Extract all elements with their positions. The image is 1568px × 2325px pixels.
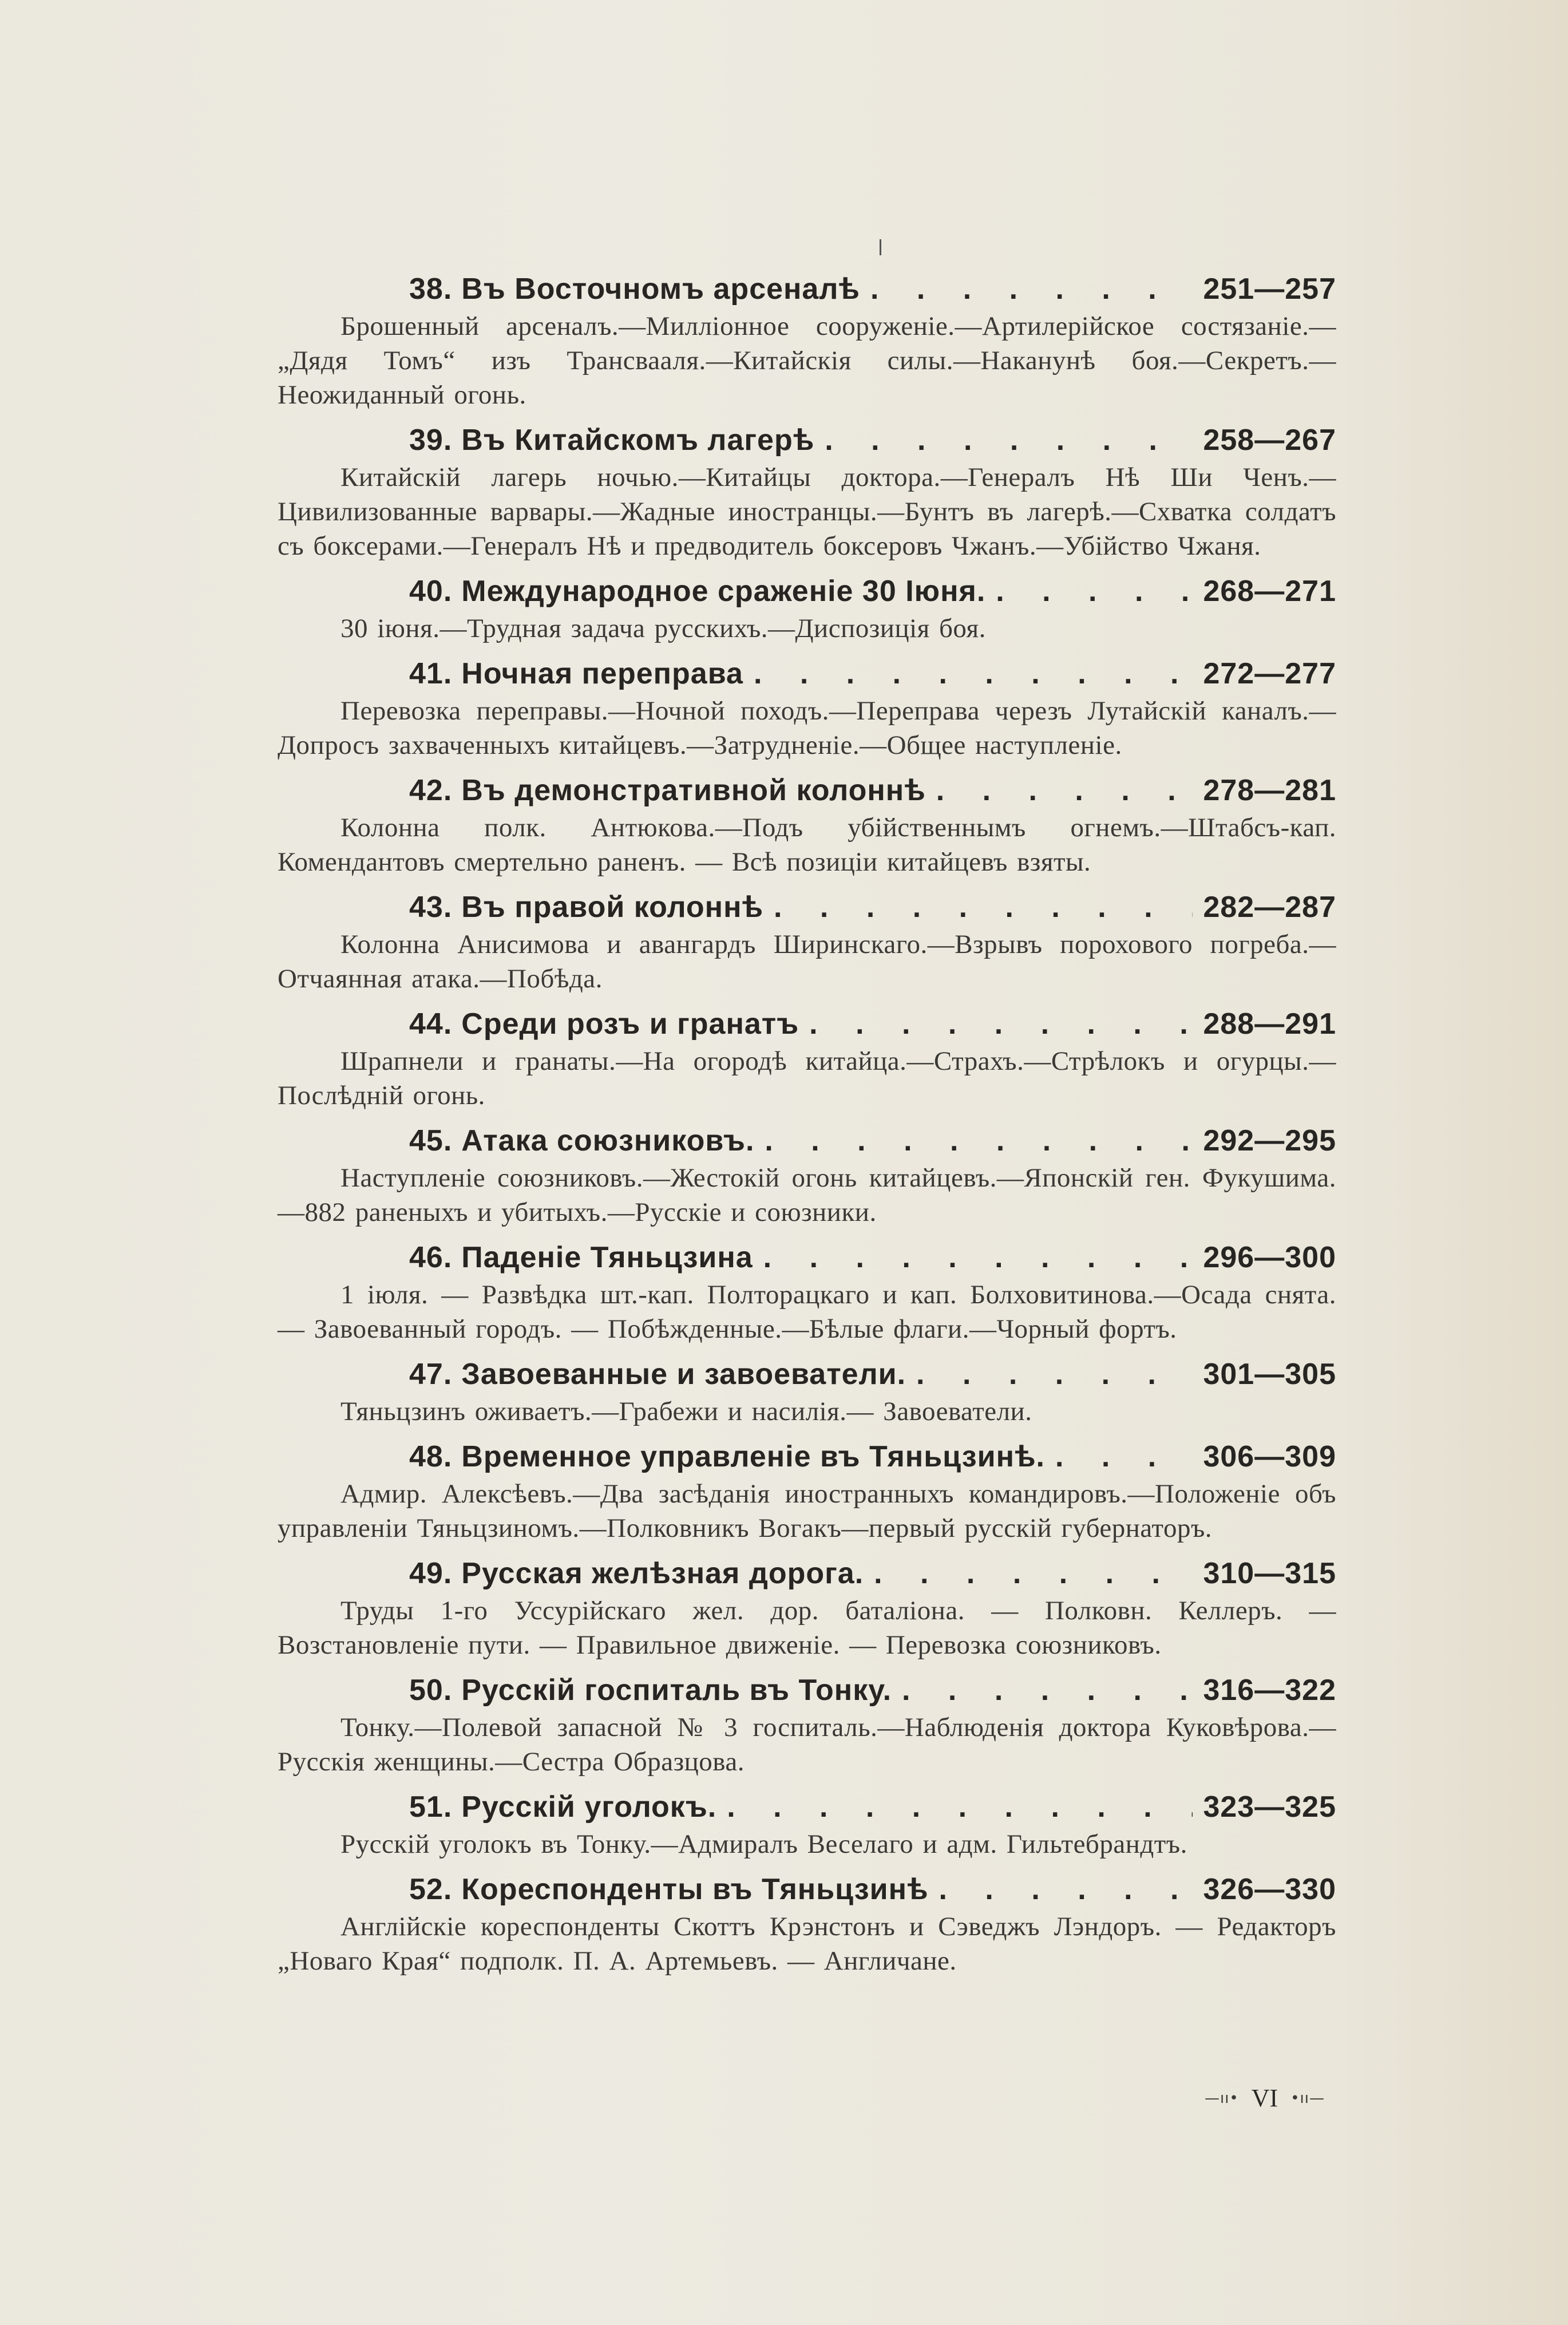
chapter-number: 41. [409,657,453,690]
chapter-summary: Колонна полк. Антюкова.—Подъ убійственнымъ огнемъ.—Штабсъ-кап. Комендантовъ смертельно раненъ. — Всѣ позиціи китайцевъ взяты. [278,813,1336,877]
dot-leader [754,654,1193,694]
toc-entry [278,1121,1336,1229]
chapter-number: 40. [409,575,453,608]
chapter-summary: Русскій уголокъ въ Тонку.—Адмиралъ Веселаго и адм. Гильтебрандтъ. [340,1829,1187,1859]
chapter-number: 43. [409,891,453,924]
chapter-title: Паденіе Тяньцзина [461,1241,753,1274]
entry-heading [278,1553,1336,1594]
entry-heading [278,1787,1336,1827]
dot-leader [939,1869,1193,1909]
page-range: 268—271 [1203,575,1336,608]
chapter-summary: Адмир. Алексѣевъ.—Два засѣданія иностранныхъ командировъ.—Положеніе объ управленіи Тяньцзиномъ.—Полковникъ Вогакъ—первый русскій губернаторъ. [278,1479,1336,1543]
page-folio [1182,2083,1348,2113]
dot-leader [809,1004,1193,1044]
page-number: VI [1251,2084,1278,2112]
toc-entry [278,1437,1336,1545]
chapter-summary: Тяньцзинъ оживаетъ.—Грабежи и насилія.— Завоеватели. [340,1397,1032,1426]
toc-entry [278,571,1336,646]
chapter-title: Въ демонстративной колоннѣ [461,774,926,807]
page-range: 326—330 [1203,1873,1336,1906]
chapter-summary: Труды 1-го Уссурійскаго жел. дор. баталіона. — Полковн. Келлеръ. — Возстановленіе пути. — Правильное движеніе. — Перевозка союзниковъ. [278,1596,1336,1660]
chapter-number: 39. [409,424,453,457]
page-range: 282—287 [1203,891,1336,924]
chapter-title: Русскій уголокъ. [461,1790,717,1824]
page-range: 306—309 [1203,1440,1336,1473]
page-range: 316—322 [1203,1674,1336,1707]
page-range: 292—295 [1203,1124,1336,1157]
chapter-number: 48. [409,1440,453,1473]
dot-leader [763,1237,1193,1278]
chapter-title: Атака союзниковъ. [461,1124,755,1157]
chapter-number: 46. [409,1241,453,1274]
chapter-number: 52. [409,1873,453,1906]
chapter-number: 50. [409,1674,453,1707]
page-range: 278—281 [1203,774,1336,807]
page-range: 323—325 [1203,1790,1336,1824]
chapter-number: 49. [409,1557,453,1590]
folio-ornament-left: —ıı• [1204,2089,1239,2107]
dot-leader [996,571,1193,611]
toc-entry [278,1869,1336,1978]
chapter-title: Русская желѣзная дорога. [461,1557,864,1590]
toc-entry [278,887,1336,996]
chapter-number: 44. [409,1007,453,1041]
chapter-number: 45. [409,1124,453,1157]
entry-heading [278,887,1336,927]
chapter-title: Въ правой колоннѣ [461,891,764,924]
entry-heading [278,1121,1336,1161]
dot-leader [774,887,1193,927]
dot-leader [825,420,1193,460]
page-range: 301—305 [1203,1358,1336,1391]
toc-entry [278,1004,1336,1113]
toc-entry [278,420,1336,563]
dot-leader [902,1670,1193,1710]
chapter-title: Международное сраженіе 30 Іюня. [461,575,986,608]
toc-entry [278,1553,1336,1662]
chapter-title: Среди розъ и гранатъ [461,1007,799,1041]
page-range: 288—291 [1203,1007,1336,1041]
dot-leader [765,1121,1193,1161]
dot-leader [916,1354,1193,1394]
toc-entry [278,1787,1336,1861]
chapter-summary: Шрапнели и гранаты.—На огородѣ китайца.—Страхъ.—Стрѣлокъ и огурцы.—Послѣдній огонь. [278,1046,1336,1110]
entry-heading [278,1670,1336,1710]
entry-heading [278,1354,1336,1394]
printer-mark [880,239,881,255]
page-range: 310—315 [1203,1557,1336,1590]
entry-heading [278,1237,1336,1278]
chapter-title: Кореспонденты въ Тяньцзинѣ [461,1873,929,1906]
chapter-summary: Перевозка переправы.—Ночной походъ.—Переправа черезъ Лутайскій каналъ.—Допросъ захваченныхъ китайцевъ.—Затрудненіе.—Общее наступленіе. [278,696,1336,760]
chapter-title: Русскій госпиталь въ Тонку. [461,1674,892,1707]
chapter-summary: 30 іюня.—Трудная задача русскихъ.—Диспозиція боя. [340,614,986,643]
dot-leader [870,269,1193,309]
chapter-summary: Англійскіе кореспонденты Скоттъ Крэнстонъ и Сэведжъ Лэндоръ. — Редакторъ „Новаго Края“ подполк. П. А. Артемьевъ. — Англичане. [278,1912,1336,1976]
entry-heading [278,1004,1336,1044]
page-range: 258—267 [1203,424,1336,457]
entry-heading [278,654,1336,694]
chapter-number: 51. [409,1790,453,1824]
entry-heading [278,269,1336,309]
table-of-contents [278,269,1336,1986]
chapter-title: Завоеванные и завоеватели. [461,1358,906,1391]
toc-entry [278,1354,1336,1429]
entry-heading [278,1869,1336,1909]
toc-entry [278,770,1336,879]
page-range: 272—277 [1203,657,1336,690]
entry-heading [278,770,1336,810]
chapter-summary: Тонку.—Полевой запасной № 3 госпиталь.—Наблюденія доктора Куковѣрова.—Русскія женщины.—Сестра Образцова. [278,1713,1336,1777]
entry-heading [278,1437,1336,1477]
page-range: 296—300 [1203,1241,1336,1274]
chapter-title: Въ Восточномъ арсеналѣ [461,272,860,306]
entry-heading [278,571,1336,611]
chapter-number: 42. [409,774,453,807]
toc-entry [278,1237,1336,1346]
chapter-summary: Китайскій лагерь ночью.—Китайцы доктора.—Генералъ Нѣ Ши Ченъ.—Цивилизованные варвары.—Жадные иностранцы.—Бунтъ въ лагерѣ.—Схватка солдатъ съ боксерами.—Генералъ Нѣ и предводитель боксеровъ Чжанъ.—Убійство Чжаня. [278,462,1336,561]
chapter-title: Ночная переправа [461,657,743,690]
toc-entry [278,654,1336,762]
entry-heading [278,420,1336,460]
page-range: 251—257 [1203,272,1336,306]
chapter-summary: Колонна Анисимова и авангардъ Ширинскаго.—Взрывъ порохового погреба.—Отчаянная атака.—Побѣда. [278,930,1336,994]
dot-leader [936,770,1193,810]
chapter-number: 38. [409,272,453,306]
chapter-summary: 1 іюля. — Развѣдка шт.-кап. Полторацкаго и кап. Болховитинова.—Осада снята. — Завоеванный городъ. — Побѣжденные.—Бѣлые флаги.—Чорный фортъ. [278,1280,1336,1344]
dot-leader [1055,1437,1193,1477]
chapter-title: Въ Китайскомъ лагерѣ [461,424,815,457]
toc-entry [278,269,1336,412]
dot-leader [727,1787,1193,1827]
dot-leader [874,1553,1193,1594]
chapter-title: Временное управленіе въ Тяньцзинѣ. [461,1440,1045,1473]
chapter-summary: Брошенный арсеналъ.—Милліонное сооруженіе.—Артилерійское состязаніе.—„Дядя Томъ“ изъ Трансвааля.—Китайскія силы.—Наканунѣ боя.—Секретъ.—Неожиданный огонь. [278,311,1336,410]
folio-ornament-right: •ıı— [1290,2089,1325,2107]
chapter-number: 47. [409,1358,453,1391]
chapter-summary: Наступленіе союзниковъ.—Жестокій огонь китайцевъ.—Японскій ген. Фукушима.—882 раненыхъ и убитыхъ.—Русскіе и союзники. [278,1163,1336,1227]
toc-entry [278,1670,1336,1779]
